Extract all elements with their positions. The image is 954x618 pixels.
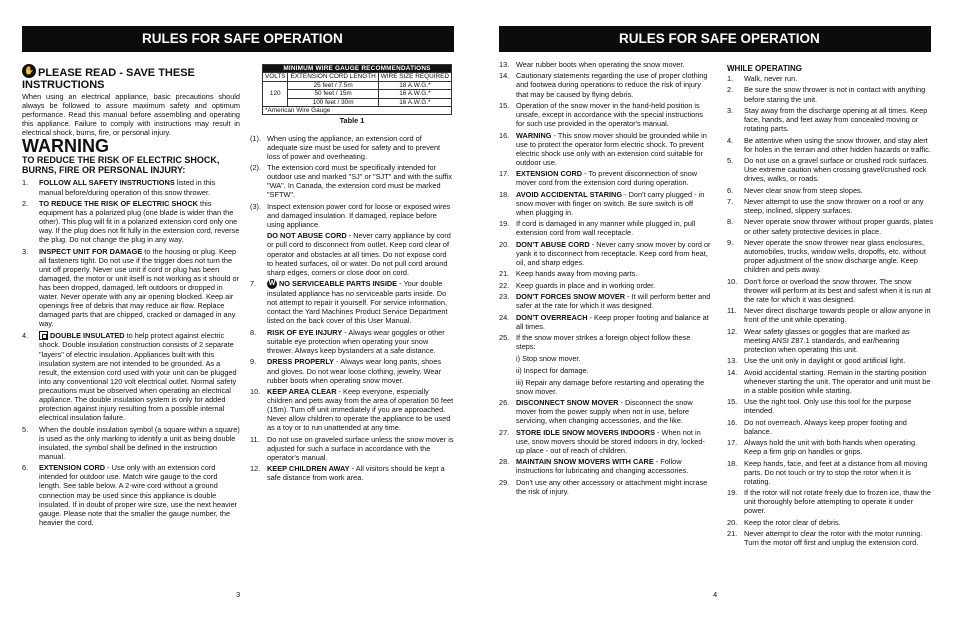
item-text: Avoid accidental starting. Remain in the starting position whenever starting the unit. The operator and unit must be in a stable position while starting. [744,367,931,395]
item-heading: FOLLOW ALL SAFETY INSTRUCTIONS [39,178,175,188]
item-heading: KEEP AREA CLEAR [267,387,337,397]
item-text: - Always wear goggles or other suitable eye protection when operating your snow thrower. Always keep bystanders at a safe distance. [267,327,445,356]
item-number: 10. [250,387,261,397]
list-item [499,71,711,98]
item-text: Don't force or overload the snow thrower. The snow thrower will perform at its best and safest when it is run at the rate for which it was designed. [744,276,931,304]
item-heading: NO SERVICEABLE PARTS INSIDE [279,279,398,289]
item-number: 19. [499,219,510,229]
item-text: When using the appliance, an extension cord of adequate size must be used for safety and to prevent loss of power and overheating. [267,133,441,161]
item-text: - When not in use, snow movers should be stored indoors in dry, locked-up place - out of reach of children. [516,427,705,455]
list-item [727,74,933,83]
item-heading: AVOID ACCIDENTAL STARING [516,189,623,199]
right-page-number: 4 [713,590,718,599]
item-number: 9. [727,237,734,247]
item-number: 15. [727,397,738,407]
table-cell: 18 A.W.G.* [378,81,451,89]
item-text: - Keep everyone, especially children and pets away from the area of operation 50 feet (15m). Turn off unit immediately if you are approached. Never allow children to operate the appliance to be used as a toy or to run unattended at any time. [267,387,454,433]
item-heading: STORE IDLE SNOW MOVERS INDOORS [516,427,656,437]
item-text: - This snow mover should be grounded while in use to protect the operator form electric shock. To prevent electric shock use only with an extension cord suitable for outdoor use. [516,130,707,167]
item-text: If cord is damaged in any manner while plugged in, pull extension cord from wall receptacle. [516,219,696,238]
item-text: Never operate snow thrower without proper guards, plates or other safety protective devices in place. [744,217,933,236]
list-item [250,357,454,384]
item-text: - Follow instructions for lubricating and changing accessories. [516,457,689,476]
item-heading: TO REDUCE THE RISK OF ELECTRIC SHOCK [39,198,198,208]
item-number: 25. [499,333,510,343]
item-number: 5. [727,156,734,166]
item-text: Never clear snow from steep slopes. [744,185,863,195]
item-text: listed in this manual before/during operation of this snow thrower. [39,178,216,197]
list-item [727,368,933,395]
list-item [22,247,240,329]
item-heading: DO NOT ABUSE CORD [267,231,347,241]
list-item [499,240,711,267]
table-header-volts: VOLTS [263,73,288,81]
item-number: 15. [499,100,510,110]
list-item [727,438,933,456]
item-text: Stay away from the discharge opening at all times. Keep face, hands, and feet away from concealed moving or rotating parts. [744,105,928,134]
item-number: 8. [250,327,257,337]
item-text: Keep guards in place and in working order. [516,280,656,290]
item-text: - Keep proper footing and balance at all times. [516,312,709,331]
operating-item-list [727,74,933,547]
please-read-heading: ✋PLEASE READ - SAVE THESE INSTRUCTIONS [22,64,240,91]
item-number: 10. [727,276,738,286]
item-text: Don't use any other accessory or attachment might incrase the risk of injury. [516,477,708,496]
list-item [499,219,711,237]
item-number: (3). [250,201,262,211]
item-number: 20. [499,239,510,249]
item-heading: EXTENSION CORD [516,169,583,179]
double-insulated-icon [39,331,48,340]
item-number: 2. [22,198,29,208]
list-item [250,464,454,482]
list-item [22,463,240,527]
item-heading: EXTENSION CORD [39,463,106,473]
item-number: 23. [499,292,510,302]
list-item [727,85,933,103]
item-heading: DON'T OVERREACH [516,312,588,322]
list-item [499,281,711,290]
item-number: 3. [22,246,29,256]
item-number: 12. [727,326,738,336]
list-item [250,134,454,161]
item-text: - Disconnect the snow mover from the power supply when not in use, before servicing, when changing accessories, and the like. [516,397,693,426]
list-item [499,131,711,167]
list-item [22,199,240,244]
item-number: 4. [22,330,29,340]
item-text: Cautionary statements regarding the use of proper clothing and footwea during operations to reduce the risk of injury that may be caused by flying debris. [516,71,708,99]
wire-gauge-table [262,64,452,115]
item-heading: DON'T ABUSE CORD [516,239,590,249]
table-cell: 16 A.W.G.* [378,98,451,106]
item-number: 18. [499,189,510,199]
list-item [727,238,933,274]
item-text: Keep the rotor clear of debris. [744,517,841,527]
list-item [727,529,933,547]
item-text: Do not use on graveled surface unless the snow mover is adjusted for such a surface in accordance with the operator's manual. [267,434,454,462]
list-item [250,328,454,355]
item-text: - All visitors should be kept a safe distance from work area. [267,464,445,483]
right-item-list-b [499,398,711,496]
left-banner: RULES FOR SAFE OPERATION [22,26,454,52]
list-item [250,435,454,462]
item-number: 9. [250,357,257,367]
right-page [477,0,954,618]
item-text: - Never carry appliance by cord or pull cord to disconnect from outlet. Keep cord clear of operator and obstacles at all times. Do not expose cord to heated surfaces, oil or water. Do not pull cord around sharp edges, corners or close door on cord. [267,231,451,277]
item-number: 2. [727,85,734,95]
list-item [250,279,454,325]
list-item [499,269,711,278]
item-number: 27. [499,427,510,437]
list-item [727,327,933,354]
table-cell: 25 feet / 7.5m [288,81,378,89]
item-text: If the rotor will not rotate freely due to frozen ice, thaw the unit thoroughly before attempting to operate it under power. [744,488,931,516]
list-item [499,190,711,217]
item-number: 29. [499,477,510,487]
item-text: - Use only with an extension cord intended for outdoor use. Match wire gauge to the cord length. See table below. A 2-wire cord without a ground connection may be used since this appliance is double insulated. If in doubt of proper wire size, use the next heavier gauge. Please note that the smaller the gauge number, the heavier the cord. [39,463,237,527]
table-title: MINIMUM WIRE GAUGE RECOMMENDATIONS [263,65,452,73]
item-text: this equipment has a polarized plug (one blade is wider than the other). This plug will fit in a polarized extension cord only one way. If the plug does not fit fully in the extension cord, reverse the plug. Do not change the plug in any way. [39,198,240,245]
list-item [727,518,933,527]
item-number: 7. [727,197,734,206]
item-text: If the snow mover strikes a foreign object follow these steps: [516,333,691,352]
list-item [499,478,711,496]
item-text: The extension cord must be specifically intended for outdoor use and marked "SJ" or "SJT" and with the suffix "WA". In Canada, the extension cord must be marked "SFTW". [267,163,453,200]
item-number: 22. [499,280,510,290]
list-item [250,231,454,276]
item-heading: KEEP CHILDREN AWAY [267,464,350,474]
list-item [727,397,933,415]
while-operating-heading: WHILE OPERATING [727,64,802,73]
item-text: Inspect extension power cord for loose or exposed wires and damaged insulation. If damaged, replace before using appliance. [267,201,451,229]
list-item [499,333,711,351]
item-text: Be sure the snow thrower is not in contact with anything before staring the unit. [744,85,926,104]
item-text: Never attempt to clear the rotor with the motor running. Turn the motor off first and unplug the extension cord. [744,529,923,548]
list-item [727,459,933,486]
list-item [727,217,933,235]
left-item-list-2 [250,134,454,483]
warning-title: WARNING [22,136,109,157]
step: ii) Inspect for damage. [516,365,589,375]
item-text: Keep hands away from moving parts. [516,269,638,279]
item-text: Use the unit only in daylight or good artificial light. [744,356,906,366]
item-number: 6. [727,185,734,195]
list-item [727,136,933,154]
right-column-1 [499,60,711,498]
left-column-1 [22,64,240,529]
item-number: 7. [250,279,257,289]
list-item [499,292,711,310]
item-heading: DON'T FORCES SNOW MOVER [516,292,626,302]
item-text: Never attempt to use the snow thrower on a roof or any steep, inclined, slippery surfaces. [744,197,924,216]
item-text: Never operate the snow thrower near glass enclosures, automobiles, trucks, window wells, dropoffs, etc. without proper adjustment of the snow discharge angle. Keep children and pets away. [744,237,926,275]
item-text: to the housing or plug. Keep all fasteners tight. Do not use if the trigger does not turn the unit off properly. Never use unit if cord or plug has been damaged, the motor or unit itself is not working as it should or has been dropped, damaged, left outdoors or dropped in water. Never operate with any air opening blocked. Keep air openings free of debris that may reduce air flow. Replace damaged parts that are chipped, cracked or damaged in any way. [39,246,240,329]
item-number: 13. [499,60,510,69]
list-item [727,106,933,133]
left-page-number: 3 [236,590,241,599]
item-number: 24. [499,312,510,322]
warning-subtitle: TO REDUCE THE RISK OF ELECTRIC SHOCK, BURNS, FIRE OR PERSONAL INJURY: [22,155,220,176]
item-text: - Always wear long pants, shoes and gloves. Do not wear loose clothing, jewelry. Wear rubber boots when operating snow mover. [267,357,442,385]
item-number: 1. [727,74,734,84]
item-text: - It will perform better and safer at the rate for which it was designed. [516,292,711,311]
item-number: 14. [727,367,738,377]
list-item [727,186,933,195]
list-item [499,313,711,331]
item-number: 3. [727,105,734,115]
item-number: 5. [22,424,29,434]
item-heading: WARNING [516,130,552,140]
item-number: (2). [250,163,262,173]
item-text: Use the right tool. Only use this tool for the purpose intended. [744,397,912,416]
item-number: 4. [727,135,734,145]
step: i) Stop snow mover. [516,353,581,363]
table-cell: 16 A.W.G.* [378,90,451,98]
right-banner: RULES FOR SAFE OPERATION [499,26,931,52]
item-text: - Your double insulated appliance has no serviceable parts inside. Do not attempt to repair it yourself. For service information, contact the Yard Machines Product Service Department listed on the back cover of this User Manual. [267,279,448,326]
item-text: to help protect against electric shock. Double insulation construction consists of 2 separate "layers" of electric insulation. Appliances built with this insulation system are not intended to be grounded. As a result, the extension cord used with your unit can be plugged into any conventional 120 volt electrical outlet. Normal safety precautions must be observed when operating an electrical appliance. The double insulation system is only for added protection against injury resulting from a possible internal electrical insulation failure. [39,330,237,423]
strike-steps [499,354,711,396]
item-heading: DRESS PROPERLY [267,357,335,367]
item-number: 14. [499,71,510,81]
item-text: Wear rubber boots when operating the snow mover. [516,60,685,69]
item-text: Keep hands, face, and feet at a distance from all moving parts. Do not touch or try to stop the rotor when it is rotating. [744,458,928,486]
item-number: 17. [727,438,738,448]
item-number: 13. [727,356,738,366]
item-text: Do not use on a gravel surface or crushed rock surfaces. Use extreme caution when crossing gravel/crushed rock drives, walks, or roads. [744,156,929,184]
intro-paragraph: When using an electrical appliance, basic precautions should always be followed to assure maximum safety and optimum performance. Read this manual before assembling and operating this appliance. Failure to comply with instructions may result in electrical shock, burns, fire, or personal injury. [22,92,240,138]
item-number: 16. [727,417,738,427]
list-item [727,156,933,183]
list-item [22,331,240,422]
no-serviceable-parts-icon: W [268,280,276,288]
item-number: 6. [22,463,29,473]
list-item [727,197,933,215]
left-item-list [22,178,240,526]
hand-stop-icon [22,64,36,78]
table-cell: 50 feet / 15m [288,90,378,98]
item-heading: DISCONNECT SNOW MOVER [516,397,619,407]
item-number: 11. [250,434,260,444]
table-header-wire: WIRE SIZE REQUIRED [378,73,451,81]
item-number: 12. [250,464,261,474]
item-number: 17. [499,169,510,179]
item-number: 16. [499,130,510,140]
table-footnote: *American Wire Gauge [263,107,452,115]
item-heading: MAINTAIN SNOW MOVERS WITH CARE [516,457,654,467]
item-text: Wear safety glasses or goggles that are marked as meeting ANSI Z87.1 standards, and ear/hearing protection when operating this unit. [744,326,910,354]
item-heading: DOUBLE INSULATED [50,330,125,340]
list-item [499,169,711,187]
list-item [727,306,933,324]
item-text: Never direct discharge towards people or allow anyone in front of the unit while operating. [744,306,931,325]
right-item-list [499,60,711,351]
list-item [499,457,711,475]
item-text: Be attentive when using the snow thrower, and stay alert for holes in the terrain and other hidden hazards or traffic. [744,135,931,154]
item-number: (1). [250,133,262,143]
table-cell: 100 feet / 30m [288,98,378,106]
table-caption: Table 1 [339,116,365,126]
item-number: 26. [499,397,510,407]
list-item [250,387,454,432]
item-text: - To prevent disconnection of snow mover cord from the extension cord during operation. [516,169,698,188]
item-heading: INSPECT UNIT FOR DAMAGE [39,246,143,256]
list-item [727,277,933,304]
list-item [727,488,933,515]
list-item [499,398,711,425]
list-item [499,428,711,455]
list-item [250,202,454,229]
item-number: 1. [22,178,29,188]
item-text: When the double insulation symbol (a square within a square) is used as the only marking to identify a unit as being double insulated, the symbol shall be defined in the instruction manual. [39,424,240,461]
item-number: 21. [499,269,510,279]
item-number: 20. [727,517,738,527]
item-number: 19. [727,488,738,498]
list-item [22,425,240,461]
list-item [250,163,454,199]
list-item [22,178,240,196]
list-item [727,418,933,436]
item-text: - Never carry snow mover by cord or yank it to disconnect from receptacle. Keep cord from heat, oil, and sharp edges. [516,239,711,267]
item-number: 21. [727,529,738,539]
item-heading: RISK OF EYE INJURY [267,327,343,337]
list-item [727,356,933,365]
list-item [499,101,711,128]
item-number: 11. [727,306,737,316]
item-text: Walk, never run. [744,74,798,84]
item-text: Operation of the snow mover in the hand-held position is unsafe, except in accordance with the special instructions for such use provided in the operator's manual. [516,100,703,129]
table-volts-cell: 120 [263,81,288,106]
item-text: Always hold the unit with both hands when operating. Keep a firm grip on handles or grips. [744,438,918,457]
item-text: - Don't carry plugged - in snow mover with finger on switch. Be sure switch is off when plugging in. [516,189,705,217]
left-column-2 [250,64,454,485]
item-number: 28. [499,457,510,467]
item-number: 8. [727,217,734,227]
item-text: Do not overreach. Always keep proper footing and balance. [744,417,907,436]
table-header-length: EXTENSION CORD LENGTH [288,73,378,81]
list-item [499,60,711,69]
item-number: 18. [727,458,738,468]
step: iii) Repair any damage before restarting and operating the snow mover. [516,377,705,396]
right-column-2 [727,64,933,550]
